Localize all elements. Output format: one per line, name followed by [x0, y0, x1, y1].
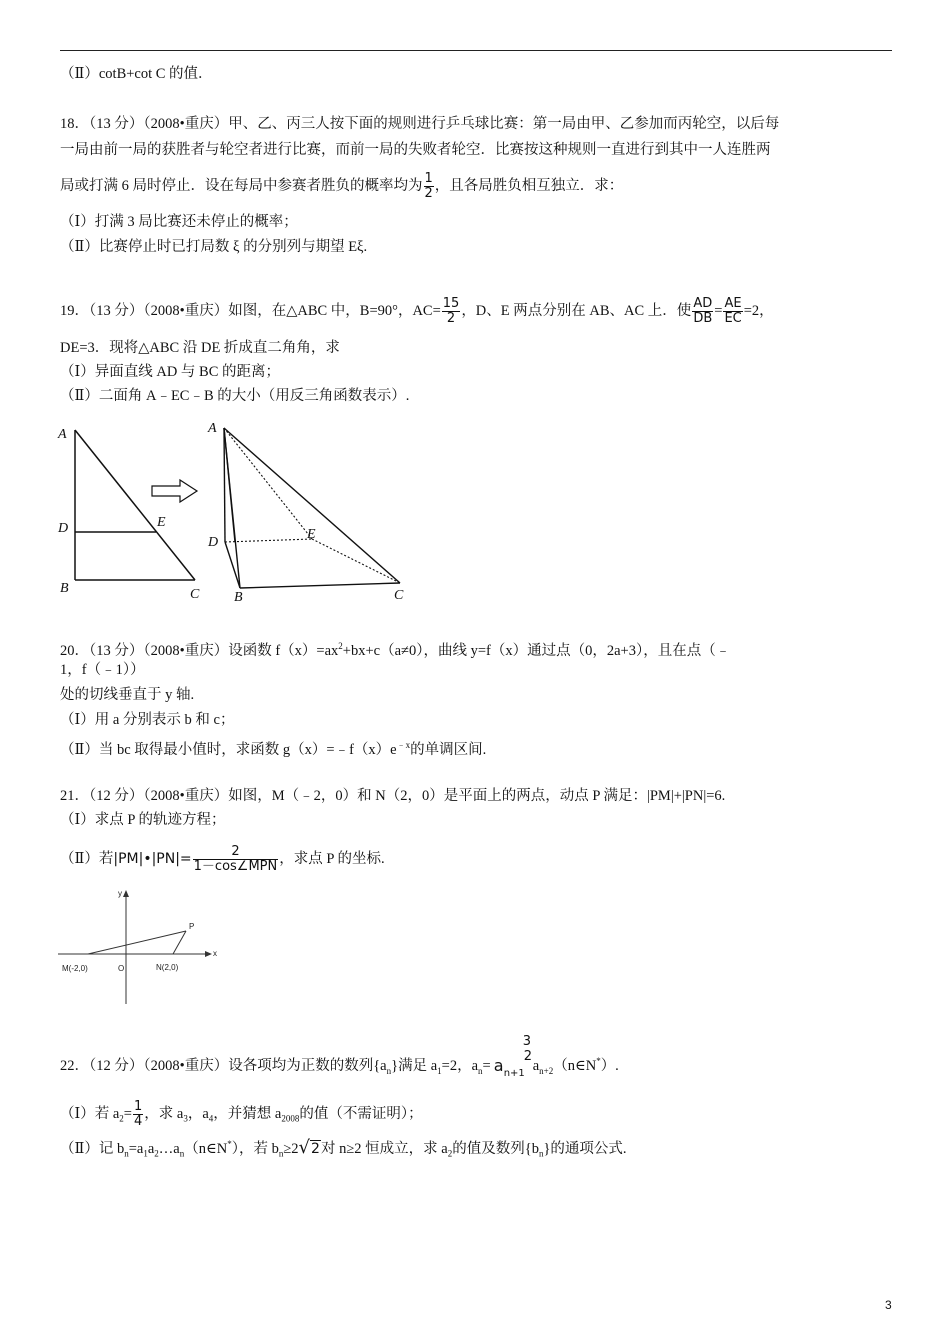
prev-question-part: （Ⅱ）cotB+cot C 的值． [60, 66, 213, 82]
q20-part2-text-b: 的单调区间. [410, 741, 487, 758]
q18-line3 [60, 172, 623, 201]
q22-p1-text-b: ，求 a [144, 1105, 184, 1122]
q19-text-c: =2， [743, 302, 774, 319]
q22-p1-text-d: ，并猜想 a [213, 1105, 282, 1122]
q22-text-c: =2，a [441, 1058, 479, 1074]
arrow-icon [152, 480, 197, 502]
q22-p2-text-b: =a [128, 1140, 144, 1157]
frac-den: 1－cos∠MPN [193, 859, 278, 874]
q19-fraction-ac [442, 297, 461, 326]
frac-num: 1 [133, 1099, 143, 1114]
q22-text-f: ）. [600, 1058, 619, 1074]
q18-line3-text-a: 局或打满 6 局时停止．设在每局中参赛者胜负的概率均为 [60, 177, 423, 194]
frac-den: 4 [133, 1114, 143, 1129]
q19-part1: （Ⅰ）异面直线 AD 与 BC 的距离； [60, 364, 281, 380]
q22-sub-n: n [386, 1065, 392, 1076]
q19-line1 [60, 297, 774, 326]
frac-num: AE [724, 296, 742, 311]
q22-power-top: 3 [522, 1034, 531, 1049]
q22-sub-1: 1 [437, 1065, 442, 1076]
q21-line1: 21．（12 分）（2008•重庆）如图，M（﹣2，0）和 N（2，0）是平面上的两点，动点 P 满足：|PM|+|PN|=6. [60, 788, 726, 804]
q22-sqrt-radicand: 2 [311, 1140, 320, 1157]
point-P-label: P [189, 922, 195, 931]
q22-p2-text-i: 的值及数列{b [452, 1140, 539, 1157]
q22-p2-sub: n [538, 1148, 544, 1159]
q22-p2-text-d: …a [158, 1140, 180, 1157]
frac-num: 1 [424, 171, 433, 186]
q18-line3-text-b: ，且各局胜负相互独立．求： [434, 177, 624, 194]
q22-p2-text-j: }的通项公式. [543, 1140, 627, 1157]
sqrt-icon: √ [298, 1136, 311, 1158]
q22-p1-sub2008: 2008 [281, 1113, 300, 1124]
label-C-left: C [190, 587, 200, 602]
q18-fraction-half [424, 172, 434, 201]
q19-figure [50, 420, 470, 620]
q22-p2-sub: 2 [447, 1148, 453, 1159]
q22-sub-n2: n [478, 1065, 483, 1076]
label-E-right: E [307, 527, 316, 542]
q22-p1-text-a: （Ⅰ）若 a [60, 1105, 120, 1122]
q19-text-a: 19．（13 分）（2008•重庆）如图，在△ABC 中，B=90°，AC= [60, 302, 441, 319]
q21-part2-text-a: （Ⅱ）若 [60, 850, 114, 867]
q22-p2-sub: 2 [154, 1148, 159, 1159]
label-A-left: A [58, 427, 67, 442]
q22-p1-sub4: 4 [208, 1113, 214, 1124]
q22-p2-text-c: a [147, 1140, 155, 1157]
q22-p2-text-a: （Ⅱ）记 b [60, 1140, 125, 1157]
q20-text-b: +bx+c（a≠0），曲线 y=f（x）通过点（0，2a+3），且在点（﹣ [342, 642, 731, 659]
q21-fraction [193, 845, 279, 874]
q19-fraction-ae-ec [723, 297, 742, 326]
q22-text-a: 22．（12 分）（2008•重庆）设各项均为正数的数列{a [60, 1058, 387, 1074]
q22-part1 [60, 1100, 423, 1129]
q21-part1: （Ⅰ）求点 P 的轨迹方程； [60, 812, 226, 828]
origin-label: O [118, 964, 125, 973]
q22-p2-text-f: ），若 b [231, 1140, 279, 1157]
q22-fraction-quarter [133, 1100, 143, 1129]
frac-num: AD [693, 296, 713, 311]
q22-power-two: 2 [523, 1049, 532, 1064]
q21-figure [58, 888, 228, 1008]
q18-line2: 一局由前一局的获胜者与轮空者进行比赛，而前一局的失败者轮空．比赛按这种规则一直进行到其中一人连胜两 [60, 142, 771, 158]
top-rule [60, 50, 892, 51]
frac-den: DB [693, 311, 713, 326]
frac-num: 2 [193, 845, 279, 860]
label-B-right: B [234, 590, 243, 605]
q22-a-base: a [493, 1056, 504, 1075]
q20-line3: 处的切线垂直于 y 轴. [60, 687, 195, 703]
q20-superscript-2: 2 [338, 641, 343, 651]
right-folded-figure [224, 428, 400, 588]
q19-fraction-ad-db [692, 297, 713, 326]
q22-p2-sub: n [278, 1148, 284, 1159]
q22-power-expression [491, 1034, 533, 1079]
q19-line2: DE=3．现将△ABC 沿 DE 折成直二角角，求 [60, 340, 340, 356]
q19-equals: = [714, 302, 723, 319]
q22-p1-text-e: 的值（不需证明）； [299, 1105, 423, 1122]
q22-a-sub: n+1 [503, 1068, 525, 1079]
q22-p2-sub: n [124, 1148, 129, 1159]
q20-part1: （Ⅰ）用 a 分别表示 b 和 c； [60, 712, 235, 728]
q22-text-e: （n∈N [553, 1058, 597, 1074]
x-axis-arrow-icon [205, 951, 212, 957]
label-C-right: C [394, 588, 404, 603]
page-number: 3 [885, 1298, 892, 1312]
q21-part2-text-c: ，求点 P 的坐标. [279, 850, 385, 867]
q18-part2: （Ⅱ）比赛停止时已打局数 ξ 的分别列与期望 Eξ. [60, 239, 368, 255]
q22-p1-text-c: ，a [187, 1105, 209, 1122]
q22-part2 [60, 1134, 627, 1164]
q22-p2-text-h: 对 n≥2 恒成立，求 a [320, 1140, 448, 1157]
q21-part2-formula: |PM|•|PN|= [113, 850, 192, 867]
q22-p1-sub2: 2 [119, 1113, 124, 1124]
q22-a2: a [532, 1058, 540, 1074]
q20-text-a: 20．（13 分）（2008•重庆）设函数 f（x）=ax [60, 642, 339, 659]
q22-p2-text-g: ≥2 [283, 1140, 299, 1157]
label-D-right: D [208, 535, 219, 550]
q22-p1-equals: = [123, 1105, 132, 1122]
q22-text-b: }满足 a [391, 1058, 438, 1074]
q20-line2: 1，f（﹣1）） [60, 662, 145, 678]
q20-line1 [60, 636, 730, 661]
label-B-left: B [60, 581, 69, 596]
q18-line1: 18．（13 分）（2008•重庆）甲、乙、丙三人按下面的规则进行乒乓球比赛：第一局由甲、乙参加而丙轮空，以后每 [60, 116, 780, 132]
q21-part2 [60, 845, 385, 874]
axis-y-label: y [118, 889, 122, 898]
q22-p1-sub3: 3 [183, 1113, 188, 1124]
q22-line1 [60, 1034, 619, 1081]
q20-part2 [60, 735, 486, 760]
q22-p2-text-e: （n∈N [184, 1140, 228, 1157]
frac-den: 2 [446, 311, 456, 326]
left-triangle [75, 430, 195, 580]
frac-den: 2 [424, 186, 433, 201]
q22-p2-sub: 1 [143, 1148, 148, 1159]
q22-p2-star: * [227, 1139, 232, 1149]
label-A-right: A [208, 421, 217, 436]
y-axis-arrow-icon [123, 890, 129, 897]
point-M-label: M(-2,0) [62, 964, 88, 973]
q22-star: * [596, 1056, 601, 1067]
point-N-label: N(2,0) [156, 963, 179, 972]
axis-x-label: x [213, 949, 217, 958]
frac-num: 15 [442, 296, 460, 311]
q20-superscript-neg-x: ﹣x [396, 740, 411, 750]
q22-equals: = [482, 1058, 491, 1074]
q19-part2: （Ⅱ）二面角 A﹣EC﹣B 的大小（用反三角函数表示）. [60, 388, 410, 404]
q20-part2-text-a: （Ⅱ）当 bc 取得最小值时，求函数 g（x）=﹣f（x）e [60, 741, 397, 758]
q19-text-b: ，D、E 两点分别在 AB、AC 上．使 [461, 302, 692, 319]
q18-part1: （Ⅰ）打满 3 局比赛还未停止的概率； [60, 214, 298, 230]
label-D-left: D [58, 521, 69, 536]
q22-a2-sub: n+2 [539, 1065, 554, 1076]
q22-p2-sub: n [179, 1148, 185, 1159]
frac-den: EC [724, 311, 742, 326]
label-E-left: E [157, 515, 166, 530]
